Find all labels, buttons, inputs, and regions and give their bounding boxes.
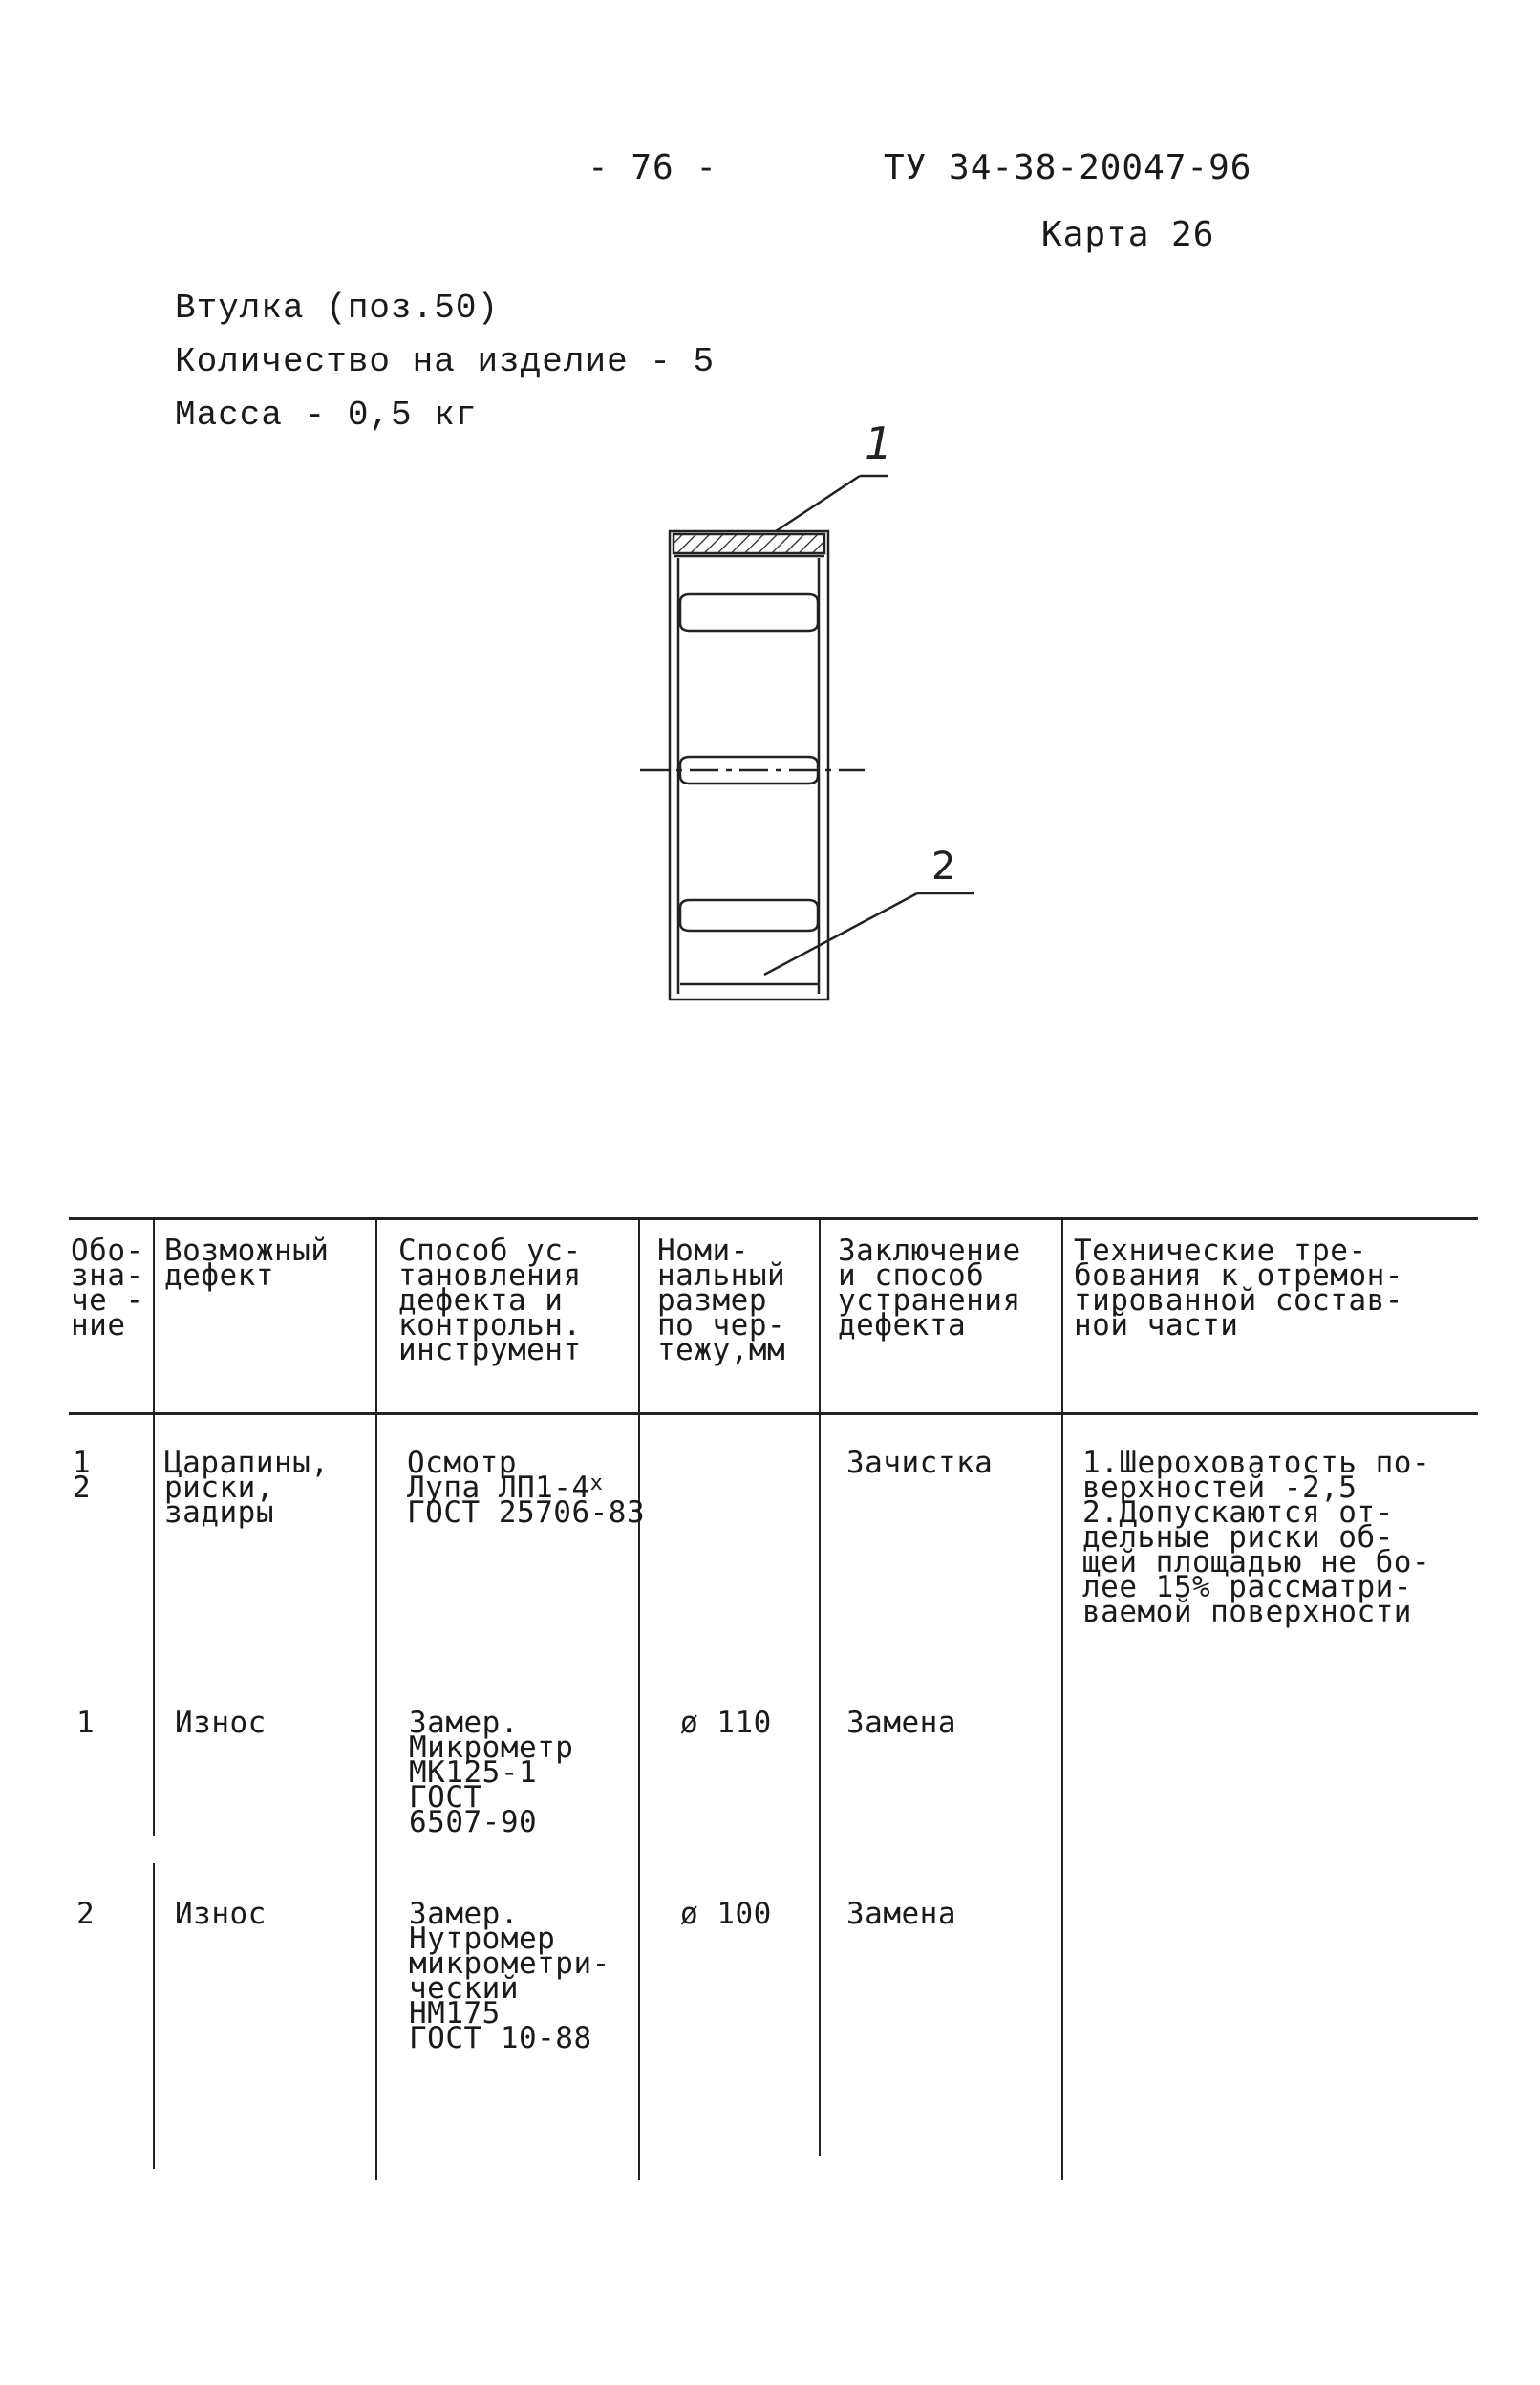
row2-defect: Износ xyxy=(175,1706,267,1740)
row1-method-gost: ГОСТ 25706-83 xyxy=(407,1495,646,1530)
header-designation: Обо- зна- че - ние xyxy=(71,1234,144,1343)
row3-size: ø 100 xyxy=(680,1897,772,1931)
row3-conclusion: Замена xyxy=(846,1897,956,1931)
part-quantity: Количество на изделие - 5 xyxy=(175,342,716,381)
part-name: Втулка (поз.50) xyxy=(175,289,500,328)
row2-conclusion: Замена xyxy=(846,1706,956,1740)
col-divider-3 xyxy=(638,1219,640,2180)
header-method: Способ ус- тановления дефекта и контрольн. инструмент xyxy=(398,1234,582,1367)
col-divider-2 xyxy=(375,1219,377,2180)
table-header-border xyxy=(69,1412,1478,1415)
row2-method: Замер. Микрометр МК125-1 ГОСТ 6507-90 xyxy=(409,1706,574,1839)
callout-1: 1 xyxy=(865,418,893,469)
row3-designation: 2 xyxy=(76,1897,96,1931)
header-conclusion: Заключение и способ устранения дефекта xyxy=(838,1234,1021,1343)
groove-bottom xyxy=(680,900,818,931)
row1-method-text: Осмотр Лупа ЛП1-4 xyxy=(407,1446,590,1505)
col-divider-1b xyxy=(153,1863,155,2169)
row2-designation: 1 xyxy=(76,1706,96,1740)
row3-defect: Износ xyxy=(175,1897,267,1931)
row3-method: Замер. Нутромер микрометри- ческий НМ175 ГОСТ 10-88 xyxy=(409,1897,610,2055)
leader-2 xyxy=(764,893,917,975)
groove-top xyxy=(680,594,818,631)
hatched-section xyxy=(674,534,824,553)
row1-defect: Царапины, риски, задиры xyxy=(164,1446,330,1530)
col-divider-4 xyxy=(819,1219,821,2156)
header-defect: Возможный дефект xyxy=(164,1234,330,1293)
card-number: Карта 26 xyxy=(1041,215,1215,254)
col-divider-1 xyxy=(153,1219,155,1836)
header-nominal-size: Номи- нальный размер по чер- тежу,мм xyxy=(657,1234,786,1367)
row1-designation: 1 2 xyxy=(73,1446,92,1505)
row1-conclusion: Зачистка xyxy=(846,1446,994,1480)
row2-size: ø 110 xyxy=(680,1706,772,1740)
header-requirements: Технические тре- бования к отремон- тированной состав- ной части xyxy=(1074,1234,1403,1343)
col-divider-5 xyxy=(1061,1219,1063,2180)
row1-method xyxy=(407,1446,604,1505)
leader-1 xyxy=(776,476,860,531)
bushing-outline xyxy=(670,531,828,999)
row1-requirements: 1.Шероховатость по- верхностей -2,5 2.Допускаются от- дельные риски об- щей площадью не бо- лее 15% рассматри- ваемой поверхности xyxy=(1082,1446,1431,1629)
document-code: ТУ 34-38-20047-96 xyxy=(884,148,1252,187)
page-number: - 76 - xyxy=(588,148,718,187)
callout-2: 2 xyxy=(931,845,956,889)
part-mass: Масса - 0,5 кг xyxy=(175,396,478,435)
table-top-border xyxy=(69,1217,1478,1220)
row1-method-superscript: х xyxy=(589,1472,604,1495)
